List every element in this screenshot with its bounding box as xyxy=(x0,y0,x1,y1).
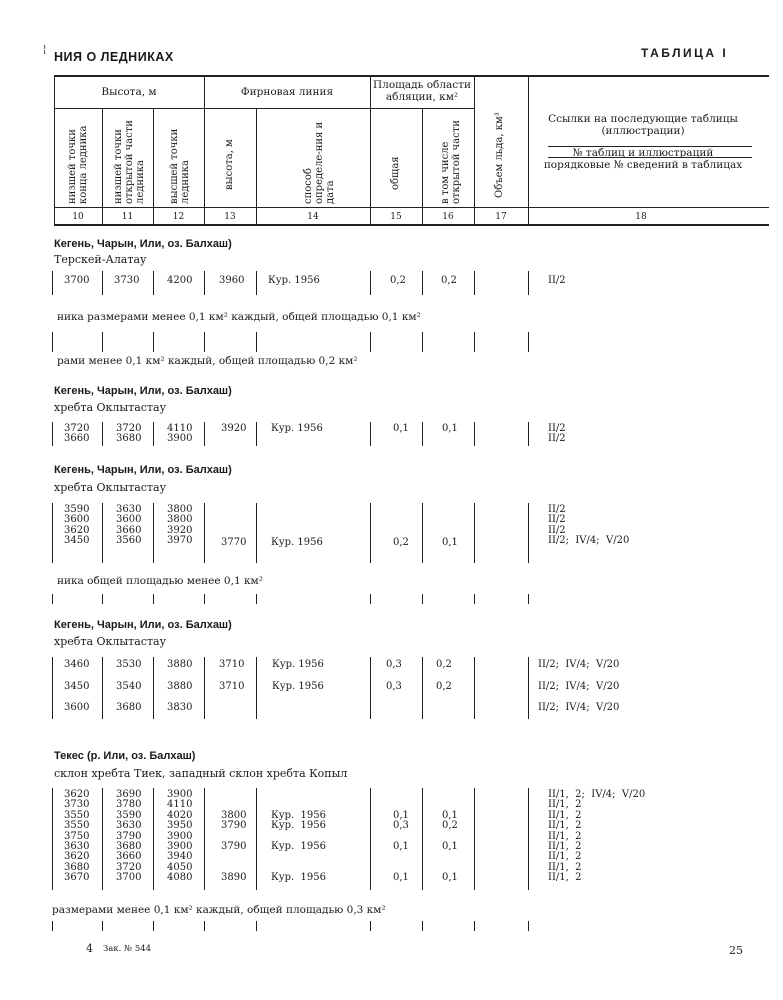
colnum: 15 xyxy=(390,212,402,222)
colnum: 17 xyxy=(495,212,507,222)
row-tick xyxy=(422,788,423,890)
row-tick xyxy=(256,422,257,446)
section-title: Кегень, Чарын, Или, оз. Балхаш) xyxy=(54,464,232,476)
row-tick xyxy=(102,271,103,295)
cell-c11: 3630 3600 3660 3560 xyxy=(116,504,142,547)
col11-header: низшей точки открытой части ледника xyxy=(113,120,146,204)
row-tick xyxy=(256,788,257,890)
row-tick xyxy=(422,657,423,719)
colnum: 12 xyxy=(172,212,185,222)
col15-header: общая xyxy=(390,156,401,190)
row-tick xyxy=(256,594,257,604)
row-tick xyxy=(256,921,257,931)
section-subtitle: хребта Оклытастау xyxy=(54,401,167,414)
col16-header: в том числе открытой части xyxy=(440,120,462,204)
col-divider xyxy=(102,108,103,225)
col10-header: низшей точки конца ледника xyxy=(67,125,89,204)
cell-c12: 3830 xyxy=(167,702,193,713)
cell-c16: 0,2 xyxy=(436,681,452,692)
colnum-rule xyxy=(54,224,769,226)
header-bottom-rule xyxy=(54,207,769,208)
row-tick xyxy=(204,422,205,446)
row-tick xyxy=(153,921,154,931)
row-tick xyxy=(52,657,53,719)
row-tick xyxy=(153,788,154,890)
cell-c13: 3710 xyxy=(219,659,245,670)
row-tick xyxy=(370,657,371,719)
section-note: размерами менее 0,1 км² каждый, общей площадью 0,3 км² xyxy=(52,904,386,916)
cell-c11: 3680 xyxy=(116,702,142,713)
cell-c14: Кур. 1956 Кур. 1956 Кур. 1956 Кур. 1956 xyxy=(271,809,327,884)
row-tick xyxy=(370,271,371,295)
cell-c15: 0,2 xyxy=(390,275,406,286)
col12-header: высшей точки ледника xyxy=(169,128,191,204)
colnum: 16 xyxy=(442,212,454,222)
cell-c18: II/2; IV/4; V/20 xyxy=(538,659,620,670)
cell-c11: 3730 xyxy=(114,275,140,286)
cell-c18: II/2 xyxy=(548,275,566,286)
row-tick xyxy=(52,271,53,295)
section-note: ника размерами менее 0,1 км² каждый, общей площадью 0,1 км² xyxy=(57,311,421,323)
height-group-header: Высота, м xyxy=(101,86,157,98)
area-group-header: Площадь области абляции, км² xyxy=(373,79,471,103)
cell-c13: 3920 xyxy=(221,423,247,434)
page-number: 25 xyxy=(729,944,743,957)
colnum: 14 xyxy=(307,212,319,222)
cell-c14: Кур. 1956 xyxy=(268,275,320,286)
table-label: ТАБЛИЦА I xyxy=(641,46,729,60)
header-top-rule xyxy=(54,75,769,77)
cell-c14: Кур. 1956 xyxy=(272,659,324,670)
row-tick xyxy=(52,788,53,890)
row-tick xyxy=(102,657,103,719)
row-tick xyxy=(474,594,475,604)
row-tick xyxy=(528,422,529,446)
cell-c11: 3720 3680 xyxy=(116,423,142,445)
row-tick xyxy=(153,594,154,604)
cell-c16: 0,1 0,2 0,1 0,1 xyxy=(442,809,458,884)
row-tick xyxy=(422,503,423,563)
row-tick xyxy=(422,594,423,604)
refs-sub-header-2: порядковые № сведений в таблицах xyxy=(543,159,743,171)
row-tick xyxy=(474,503,475,563)
section-note: рами менее 0,1 км² каждый, общей площадью 0,2 км² xyxy=(57,355,358,367)
cell-c15: 0,1 0,3 0,1 0,1 xyxy=(393,809,409,884)
row-tick xyxy=(153,422,154,446)
row-tick xyxy=(528,332,529,352)
colnum: 10 xyxy=(72,212,84,222)
col-divider xyxy=(422,108,423,225)
cell-c15: 0,3 xyxy=(386,659,402,670)
row-tick xyxy=(256,657,257,719)
row-tick xyxy=(422,422,423,446)
row-tick xyxy=(422,332,423,352)
row-tick xyxy=(528,921,529,931)
footer-order: Зак. № 544 xyxy=(103,944,152,954)
row-tick xyxy=(153,271,154,295)
section-note: ника общей площадью менее 0,1 км² xyxy=(57,575,263,587)
col-divider xyxy=(528,75,529,225)
cell-c18: II/2 II/2 xyxy=(548,423,566,445)
cell-c14: Кур. 1956 xyxy=(271,423,323,434)
cell-c10: 3590 3600 3620 3450 xyxy=(64,504,90,547)
row-tick xyxy=(102,503,103,563)
cell-c16: 0,2 xyxy=(436,659,452,670)
row-tick xyxy=(153,332,154,352)
cell-c10: 3620 3730 3550 3550 3750 3630 3620 3680 3670 xyxy=(64,789,90,884)
cell-c14: Кур. 1956 xyxy=(272,681,324,692)
section-title: Текес (р. Или, оз. Балхаш) xyxy=(54,750,196,762)
row-tick xyxy=(102,422,103,446)
section-title: Кегень, Чарын, Или, оз. Балхаш) xyxy=(54,619,232,631)
row-tick xyxy=(204,332,205,352)
refs-sub-header-1: № таблиц и иллюстраций xyxy=(572,147,714,159)
col-divider xyxy=(256,108,257,225)
cell-c18: II/2 II/2 II/2 II/2; IV/4; V/20 xyxy=(548,504,630,547)
row-tick xyxy=(370,788,371,890)
row-tick xyxy=(52,503,53,563)
cell-c12: 3880 xyxy=(167,659,193,670)
cell-c13: 3800 3790 3790 3890 xyxy=(221,809,247,884)
row-tick xyxy=(102,332,103,352)
section-subtitle: хребта Оклытастау xyxy=(54,635,167,648)
row-tick xyxy=(528,271,529,295)
section-subtitle: склон хребта Тиек, западный склон хребта Копыл xyxy=(54,767,348,780)
row-tick xyxy=(370,503,371,563)
cell-c12: 3880 xyxy=(167,681,193,692)
row-tick xyxy=(52,594,53,604)
cell-c10: 3700 xyxy=(64,275,90,286)
cell-c16: 0,1 xyxy=(442,423,458,434)
row-tick xyxy=(474,788,475,890)
section-subtitle: Терскей-Алатау xyxy=(54,253,147,266)
row-tick xyxy=(474,921,475,931)
cell-c13: 3960 xyxy=(219,275,245,286)
row-tick xyxy=(204,271,205,295)
row-tick xyxy=(528,594,529,604)
colnum: 11 xyxy=(121,212,134,222)
section-title: Кегень, Чарын, Или, оз. Балхаш) xyxy=(54,238,232,250)
row-tick xyxy=(422,921,423,931)
col13-header: высота, м xyxy=(224,139,235,190)
cell-c10: 3600 xyxy=(64,702,90,713)
refs-header: Ссылки на последующие таблицы (иллюстрации) xyxy=(548,113,738,137)
col-divider xyxy=(474,75,475,225)
cell-c11: 3530 xyxy=(116,659,142,670)
row-tick xyxy=(204,788,205,890)
cell-c10: 3720 3660 xyxy=(64,423,90,445)
row-tick xyxy=(474,332,475,352)
colnum: 18 xyxy=(635,212,647,222)
margin-mark: ¦ xyxy=(43,44,47,55)
row-tick xyxy=(528,503,529,563)
cell-c13: 3710 xyxy=(219,681,245,692)
col14-header: способ определе-ния и дата xyxy=(303,121,336,204)
cell-c18: II/1, 2; IV/4; V/20 II/1, 2 II/1, 2 II/1, 2 II/1, 2 II/1, 2 II/1, 2 II/1, 2 II/1, 2 xyxy=(548,789,646,884)
row-tick xyxy=(204,503,205,563)
row-tick xyxy=(153,503,154,563)
col-divider xyxy=(153,108,154,225)
row-tick xyxy=(153,657,154,719)
footer-signature-number: 4 xyxy=(86,942,93,955)
row-tick xyxy=(52,422,53,446)
cell-c12: 4200 xyxy=(167,275,193,286)
row-tick xyxy=(370,921,371,931)
row-tick xyxy=(422,271,423,295)
cell-c18: II/2; IV/4; V/20 xyxy=(538,681,620,692)
row-tick xyxy=(370,332,371,352)
cell-c12: 3800 3800 3920 3970 xyxy=(167,504,193,547)
page-title: НИЯ О ЛЕДНИКАХ xyxy=(54,50,174,64)
cell-c11: 3690 3780 3590 3630 3790 3680 3660 3720 3700 xyxy=(116,789,142,884)
row-tick xyxy=(474,657,475,719)
row-tick xyxy=(474,422,475,446)
row-tick xyxy=(256,503,257,563)
row-tick xyxy=(204,594,205,604)
cell-c11: 3540 xyxy=(116,681,142,692)
row-tick xyxy=(204,657,205,719)
cell-c12: 3900 4110 4020 3950 3900 3900 3940 4050 4080 xyxy=(167,789,193,884)
row-tick xyxy=(370,594,371,604)
row-tick xyxy=(474,271,475,295)
row-tick xyxy=(528,788,529,890)
row-tick xyxy=(256,271,257,295)
row-tick xyxy=(256,332,257,352)
cell-c10: 3460 xyxy=(64,659,90,670)
cell-c15: 0,2 xyxy=(393,537,409,548)
cell-c15: 0,3 xyxy=(386,681,402,692)
cell-c15: 0,1 xyxy=(393,423,409,434)
row-tick xyxy=(52,921,53,931)
row-tick xyxy=(102,921,103,931)
row-tick xyxy=(102,788,103,890)
row-tick xyxy=(52,332,53,352)
header-mid-rule xyxy=(54,108,474,109)
row-tick xyxy=(528,657,529,719)
row-tick xyxy=(370,422,371,446)
cell-c10: 3450 xyxy=(64,681,90,692)
colnum: 13 xyxy=(224,212,236,222)
cell-c18: II/2; IV/4; V/20 xyxy=(538,702,620,713)
cell-c12: 4110 3900 xyxy=(167,423,193,445)
section-subtitle: хребта Оклытастау xyxy=(54,481,167,494)
row-tick xyxy=(102,594,103,604)
firn-group-header: Фирновая линия xyxy=(240,86,334,98)
section-title: Кегень, Чарын, Или, оз. Балхаш) xyxy=(54,385,232,397)
cell-c13: 3770 xyxy=(221,537,247,548)
cell-c16: 0,1 xyxy=(442,537,458,548)
col17-header: Объем льда, км³ xyxy=(494,112,505,198)
row-tick xyxy=(204,921,205,931)
cell-c16: 0,2 xyxy=(441,275,457,286)
cell-c14: Кур. 1956 xyxy=(271,537,323,548)
